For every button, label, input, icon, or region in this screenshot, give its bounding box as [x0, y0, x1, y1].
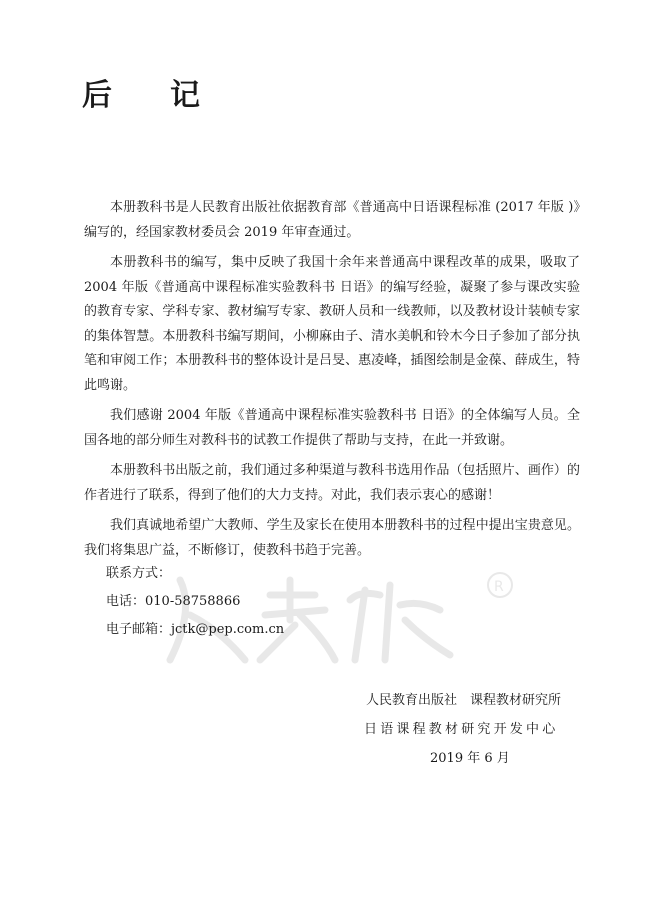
- body-text: [84, 196, 580, 569]
- paragraph: 我们真诚地希望广大教师、学生及家长在使用本册教科书的过程中提出宝贵意见。我们将集思广益，不断修订，使教科书趋于完善。: [84, 518, 580, 558]
- contact-label: 联系方式：: [106, 566, 172, 581]
- signoff-center: 日语课程教材研究开发中心: [364, 722, 559, 737]
- contact-phone: 电话：010-58758866: [106, 594, 241, 609]
- contact-block: [106, 560, 284, 644]
- paragraph: 本册教科书的编写，集中反映了我国十余年来普通高中课程改革的成果，吸取了 2004 年版《普通高中课程标准实验教科书 日语》的编写经验，凝聚了参与课改实验的教育专家、学科专家、教材编写专家、教研人员和一线教师，以及教材设计装帧专家的集体智慧。本册教科书编写期间，小柳麻由子、清水美帆和铃木今日子参加了部分执笔和审阅工作；本册教科书的整体设计是吕旻、惠凌峰，插图绘制是金葆、薛成生，特此鸣谢。: [84, 255, 580, 393]
- paragraph: 本册教科书是人民教育出版社依据教育部《普通高中日语课程标准 (2017 年版 )》编写的，经国家教材委员会 2019 年审查通过。: [84, 200, 580, 240]
- paragraph: 本册教科书出版之前，我们通过多种渠道与教科书选用作品（包括照片、画作）的作者进行了联系，得到了他们的大力支持。对此，我们表示衷心的感谢！: [84, 463, 580, 503]
- page-title: 后 记: [82, 78, 214, 113]
- svg-text:R: R: [494, 579, 504, 595]
- contact-email: 电子邮箱：jctk@pep.com.cn: [106, 622, 285, 637]
- signoff-block: [360, 686, 590, 773]
- paragraph: 我们感谢 2004 年版《普通高中课程标准实验教科书 日语》的全体编写人员。全国各地的部分师生对教科书的试教工作提供了帮助与支持，在此一并致谢。: [84, 408, 580, 448]
- signoff-org: 人民教育出版社 课程教材研究所: [366, 693, 562, 708]
- signoff-date: 2019 年 6 月: [430, 751, 510, 766]
